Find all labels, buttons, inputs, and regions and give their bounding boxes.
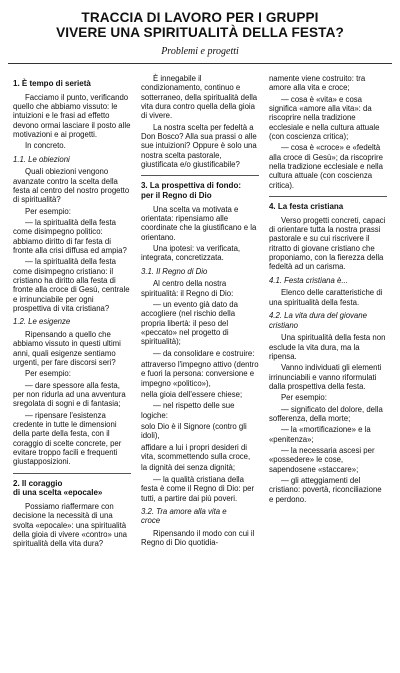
- paragraph: — un evento già dato da accogliere (nel rischio della propria libertà: il peso del «peccato» nel progetto di spiritualità);: [140, 299, 238, 347]
- title-line-2: VIVERE UNA SPIRITUALITÀ DELLA FESTA?: [56, 25, 344, 40]
- paragraph: Elenco delle caratteristiche di una spiritualità della festa.: [268, 288, 383, 307]
- paragraph: — cosa è «vita» e cosa significa «amore alla vita»: da riscoprire nella tradizione ecclesiale e nella cultura attuale (con coscienza critica);: [268, 94, 380, 142]
- section-3-heading: [141, 181, 259, 200]
- paragraph: È innegabile il condizionamento, continuo e sotterraneo, della spiritualità della vita dura contro quella della gioia di vivere.: [140, 74, 258, 121]
- paragraph: Al centro della nostra spiritualità: il Regno di Dio:: [140, 279, 234, 298]
- paragraph: — la «mortificazione» e la «penitenza»;: [268, 425, 371, 444]
- paragraph: Ripensando il modo con cui il Regno di Dio quotidia-: [140, 529, 255, 548]
- paragraph: — dare spessore alla festa, per non ridurla ad una avventura sregolata di sogni e di fantasia;: [13, 380, 126, 409]
- section-divider: [141, 175, 259, 176]
- paragraph: Verso progetti concreti, capaci di orientare tutta la nostra prassi pastorale e su cui riscrivere il ritratto di giovane cristiano che proponiamo, con la fierezza della fedeltà ad un carisma.: [268, 215, 386, 272]
- paragraph: Facciamo il punto, verificando quello che abbiamo vissuto: le intuizioni e le frasi ad effetto devono ormai lasciare il posto alle motivazioni e ai progetti.: [13, 92, 131, 139]
- heading-line: 3. La prospettiva di fondo:: [140, 181, 241, 191]
- paragraph: Una ipotesi: va verificata, integrata, concretizzata.: [140, 244, 241, 263]
- paragraph: Una scelta va motivata e orientata: ripensiamo alle coordinate che la giustificano e la orientano.: [140, 204, 257, 242]
- section-3-2-heading: [141, 507, 259, 526]
- paragraph: — la qualità cristiana della festa è come il Regno di Dio: per tutti, a partire dai più poveri.: [140, 474, 255, 503]
- document-subtitle: Problemi e progetti: [161, 46, 239, 57]
- paragraph: solo Dio è il Signore (contro gli idoli),: [140, 422, 247, 441]
- paragraph: In concreto.: [25, 141, 66, 151]
- section-1-1-heading: 1.1. Le obiezioni: [13, 154, 70, 164]
- paragraph: — gli atteggiamenti del cristiano: povertà, riconciliazione e perdono.: [268, 476, 382, 504]
- column-1: [8, 74, 136, 551]
- paragraph: — significato del dolore, della sofferenza, della morte;: [268, 404, 383, 423]
- section-divider: [269, 196, 387, 197]
- paragraph: — da consolidare e costruire:: [152, 348, 255, 358]
- paragraph: Quali obiezioni vengono avanzate contro la scelta della festa al centro del nostro progetto di spiritualità?: [13, 167, 130, 205]
- paragraph: affidare a lui i propri desideri di vita, scommettendo sulla croce,: [140, 442, 251, 462]
- paragraph: Ripensando a quello che abbiamo vissuto in questi ultimi anni, quali esigenze sentiamo urgenti, per fare discorsi seri?: [13, 330, 121, 368]
- paragraph: — ripensare l'esistenza credente in tutte le dimensioni della parte della festa, con il coraggio di scelte concrete, per evitare troppo facili e frequenti giustapposizioni.: [13, 410, 122, 467]
- column-2: [136, 74, 264, 551]
- paragraph: namente viene costruito: tra amore alla vita e croce;: [268, 74, 366, 93]
- paragraph: — la spiritualità della festa come disimpegno cristiano: il cristiano ha diritto alla festa di fronte alla croce di Gesù, centrale e irrinunciabile per ogni prospettiva di vita cristiana?: [13, 257, 130, 314]
- paragraph: Per esempio:: [25, 369, 71, 379]
- paragraph: — cosa è «croce» e «fedeltà alla croce di Gesù»; da riscoprire nella tradizione ecclesiale e nella cultura attuale (con coscienza critica).: [268, 143, 383, 190]
- section-4-2-heading: [269, 311, 387, 330]
- heading-line: per il Regno di Dio: [140, 191, 212, 201]
- heading-line: di una scelta «epocale»: [13, 488, 103, 498]
- document-title: [8, 10, 392, 40]
- paragraph: Vanno individuati gli elementi irrinunciabili e vanno riformulati dalla prospettiva della festa.: [268, 363, 382, 391]
- section-2-heading: [13, 479, 131, 498]
- title-line-1: TRACCIA DI LAVORO PER I GRUPPI: [81, 10, 319, 25]
- paragraph: Possiamo riaffermare con decisione la necessità di una svolta «epocale»: una spiritualità della gioia di vivere «contro» una spiritualità della vita dura?: [13, 502, 127, 549]
- paragraph: Per esempio:: [280, 393, 327, 403]
- column-3: [264, 74, 392, 551]
- heading-line: 2. Il coraggio: [13, 478, 63, 488]
- section-4-heading: 4. La festa cristiana: [268, 202, 344, 212]
- section-1-heading: 1. È tempo di serietà: [13, 79, 91, 88]
- section-3-1-heading: 3.1. Il Regno di Dio: [140, 266, 208, 276]
- paragraph: attraverso l'impegno attivo (dentro e fuori la persona: conversione e impegno «politico»),: [140, 360, 259, 388]
- paragraph: La nostra scelta per fedeltà a Don Bosco? Alla sua prassi o alle sue intuizioni? Oppure è solo una nostra scelta pastorale, giustificata e/o giustificabile?: [140, 122, 257, 170]
- section-divider: [13, 473, 131, 474]
- paragraph: — la necessaria ascesi per «possedere» le cose, sapendosene «staccare»;: [268, 446, 375, 474]
- paragraph: Una spiritualità della festa non esclude la vita dura, ma la ripensa.: [268, 333, 386, 361]
- heading-line: 3.2. Tra amore alla vita e: [140, 506, 227, 516]
- paragraph: Per esempio:: [25, 206, 71, 216]
- heading-line: 4.2. La vita dura del giovane: [268, 311, 367, 321]
- heading-line: croce: [140, 516, 161, 526]
- heading-line: cristiano: [268, 320, 299, 330]
- paragraph: la dignità dei senza dignità;: [140, 463, 236, 473]
- text-columns: [8, 74, 392, 551]
- paragraph: nella gioia dell'essere chiese;: [140, 390, 243, 400]
- paragraph: — la spiritualità della festa come disimpegno politico: abbiamo diritto di far festa di fronte alla crisi diffusa ed ampia?: [13, 217, 127, 255]
- paragraph: — nel rispetto delle sue logiche:: [140, 401, 235, 420]
- section-4-1-heading: 4.1. Festa cristiana è...: [268, 275, 348, 285]
- header-divider: [8, 63, 392, 64]
- section-1-2-heading: 1.2. Le esigenze: [13, 317, 71, 327]
